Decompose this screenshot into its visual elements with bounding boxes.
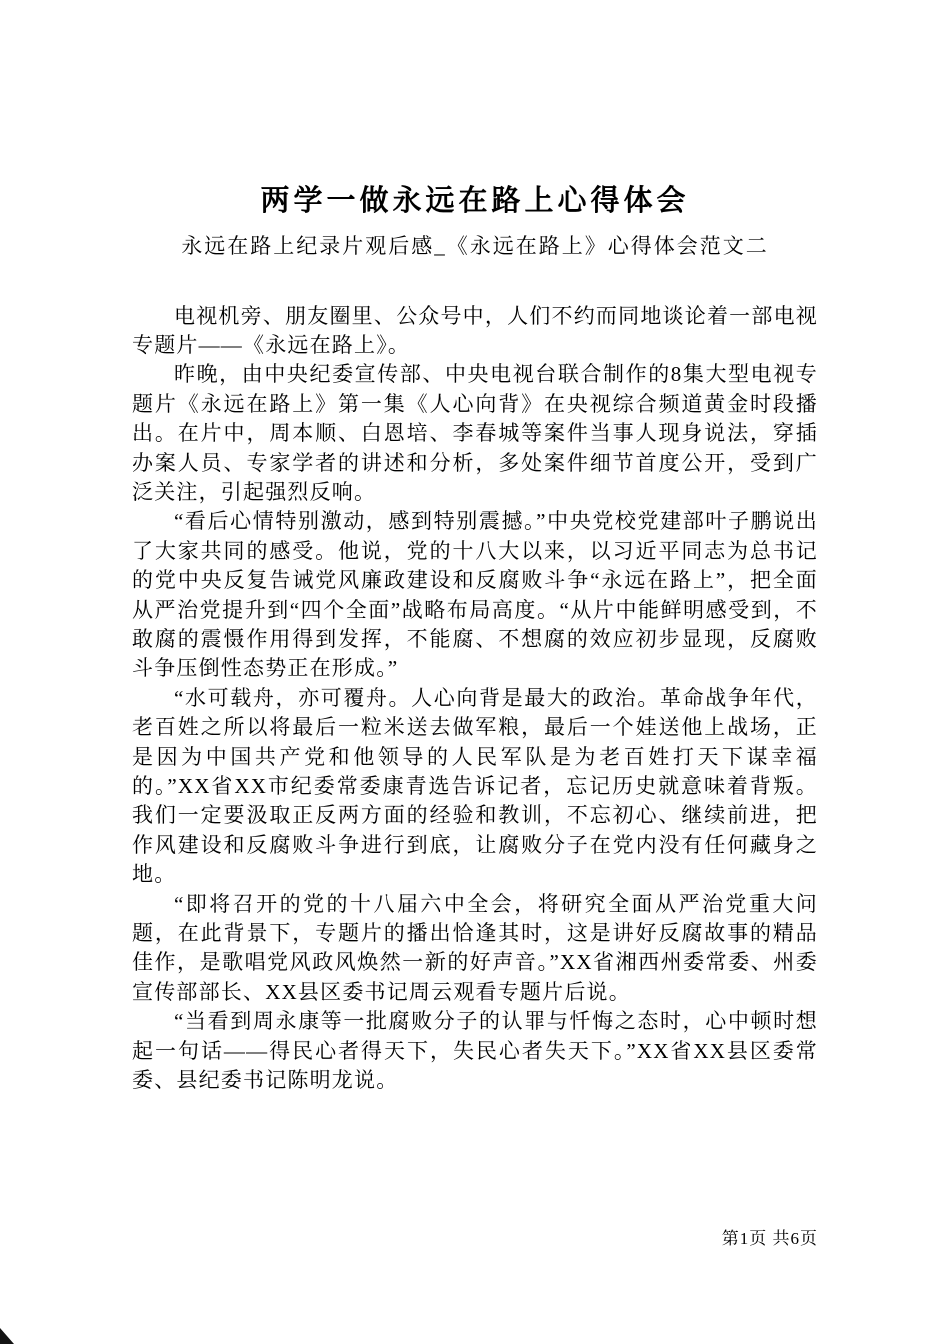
paragraph: 昨晚，由中央纪委宣传部、中央电视台联合制作的8集大型电视专题片《永远在路上》第一集《人心向背》在央视综合频道黄金时段播出。在片中，周本顺、白恩培、李春城等案件当事人现身说法，穿插办案人员、专家学者的讲述和分析，多处案件细节首度公开，受到广泛关注，引起强烈反响。 xyxy=(132,362,818,504)
document-page xyxy=(132,0,818,1096)
document-title: 两学一做永远在路上心得体会 xyxy=(260,185,690,217)
paragraph: 电视机旁、朋友圈里、公众号中，人们不约而同地谈论着一部电视专题片——《永远在路上》。 xyxy=(132,303,818,357)
paragraph: “水可载舟，亦可覆舟。人心向背是最大的政治。革命战争年代，老百姓之所以将最后一粒米送去做军粮，最后一个娃送他上战场，正是因为中国共产党和他领导的人民军队是为老百姓打天下谋幸福的。”XX省XX市纪委常委康青选告诉记者，忘记历史就意味着背叛。我们一定要汲取正反两方面的经验和教训，不忘初心、继续前进，把作风建设和反腐败斗争进行到底，让腐败分子在党内没有任何藏身之地。 xyxy=(132,685,818,887)
paragraph: “看后心情特别激动，感到特别震撼。”中央党校党建部叶子鹏说出了大家共同的感受。他说，党的十八大以来，以习近平同志为总书记的党中央反复告诫党风廉政建设和反腐败斗争“永远在路上”，把全面从严治党提升到“四个全面”战略布局高度。“从片中能鲜明感受到，不敢腐的震慑作用得到发挥，不能腐、不想腐的效应初步显现，反腐败斗争压倒性态势正在形成。” xyxy=(132,509,818,681)
paragraph: “当看到周永康等一批腐败分子的认罪与忏悔之态时，心中顿时想起一句话——得民心者得天下，失民心者失天下。”XX省XX县区委常委、县纪委书记陈明龙说。 xyxy=(132,1009,818,1093)
paragraph: “即将召开的党的十八届六中全会，将研究全面从严治党重大问题，在此背景下，专题片的播出恰逢其时，这是讲好反腐故事的精品佳作，是歌唱党风政风焕然一新的好声音。”XX省湘西州委常委、州委宣传部部长、XX县区委书记周云观看专题片后说。 xyxy=(132,891,818,1004)
page-corner-artifact xyxy=(0,1328,14,1344)
document-body xyxy=(132,302,818,1096)
page-number-label: 第1页 共6页 xyxy=(721,1229,818,1248)
document-subtitle: 永远在路上纪录片观后感_《永远在路上》心得体会范文二 xyxy=(181,234,769,259)
page-footer xyxy=(722,1224,818,1249)
